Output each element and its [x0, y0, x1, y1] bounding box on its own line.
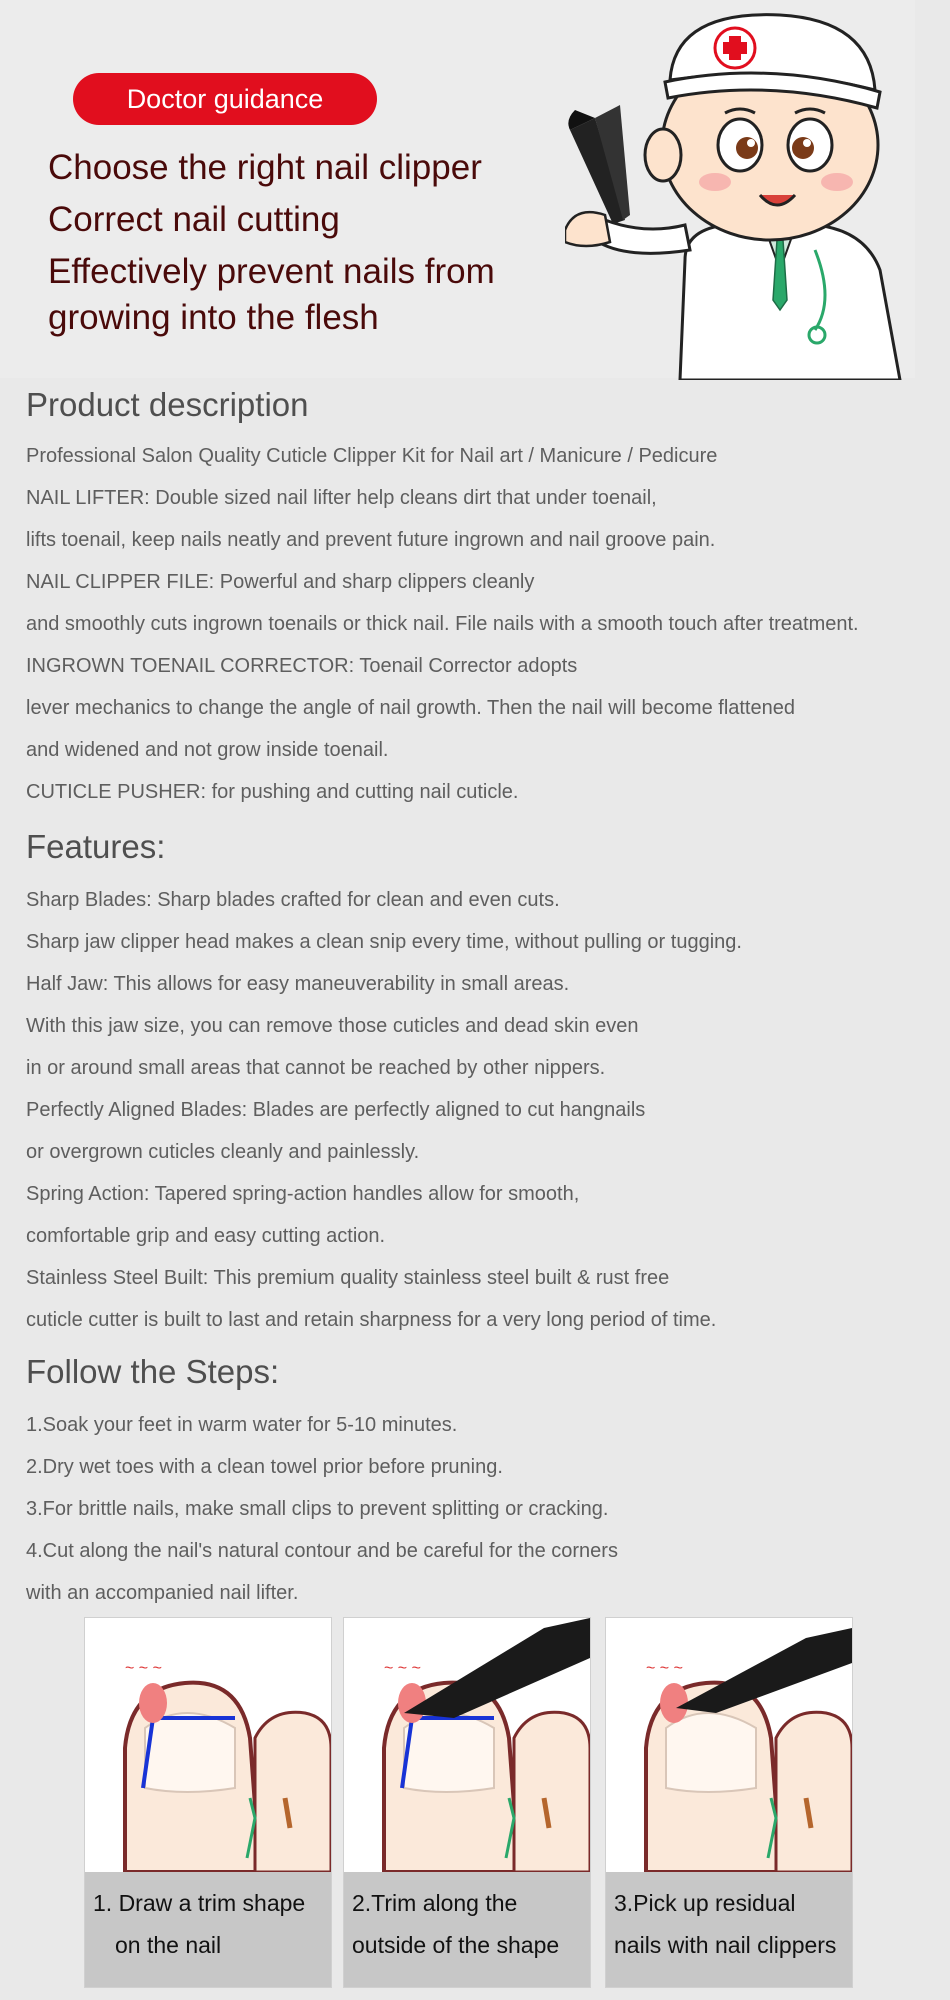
- hero-line-4: growing into the flesh: [48, 298, 379, 337]
- step-card-caption-line1: 2.Trim along the: [352, 1890, 518, 1916]
- step-card-caption-line2: nails with nail clippers: [614, 1932, 837, 1958]
- step-line: 3.For brittle nails, make small clips to prevent splitting or cracking.: [26, 1498, 609, 1520]
- description-line: NAIL CLIPPER FILE: Powerful and sharp clippers cleanly: [26, 571, 535, 593]
- feature-line: Sharp Blades: Sharp blades crafted for clean and even cuts.: [26, 889, 560, 911]
- step-line: 4.Cut along the nail's natural contour and be careful for the corners: [26, 1540, 618, 1562]
- doctor-guidance-badge: Doctor guidance: [73, 73, 377, 125]
- feature-line: or overgrown cuticles cleanly and painlessly.: [26, 1141, 420, 1163]
- hero-line-1: Choose the right nail clipper: [48, 148, 482, 187]
- feature-line: in or around small areas that cannot be reached by other nippers.: [26, 1057, 606, 1079]
- feature-line: comfortable grip and easy cutting action.: [26, 1225, 386, 1247]
- step-card-caption-line2: on the nail: [115, 1932, 222, 1958]
- steps-heading: Follow the Steps:: [26, 1353, 280, 1390]
- step-card-caption-line1: 3.Pick up residual: [614, 1890, 796, 1916]
- description-line: lever mechanics to change the angle of nail growth. Then the nail will become flattened: [26, 697, 795, 719]
- step-card-caption-line2: outside of the shape: [352, 1932, 560, 1958]
- step-line: with an accompanied nail lifter.: [26, 1582, 299, 1604]
- description-line: CUTICLE PUSHER: for pushing and cutting nail cuticle.: [26, 781, 519, 803]
- toe-trim-illustration-3: [606, 1618, 852, 1872]
- svg-text:~ ~ ~: ~ ~ ~: [125, 1660, 162, 1677]
- features-heading: Features:: [26, 828, 166, 865]
- hero-line-2: Correct nail cutting: [48, 200, 340, 239]
- step-card-2: [343, 1617, 591, 1988]
- toe-trim-illustration-1: [85, 1618, 331, 1872]
- feature-line: Half Jaw: This allows for easy maneuverability in small areas.: [26, 973, 570, 995]
- svg-text:~ ~ ~: ~ ~ ~: [384, 1660, 421, 1677]
- step-card-caption: [344, 1872, 590, 1987]
- description-line: and widened and not grow inside toenail.: [26, 739, 389, 761]
- feature-line: With this jaw size, you can remove those cuticles and dead skin even: [26, 1015, 639, 1037]
- step-card-caption: [606, 1872, 852, 1987]
- product-description-heading: Product description: [26, 386, 309, 423]
- feature-line: cuticle cutter is built to last and retain sharpness for a very long period of time.: [26, 1309, 717, 1331]
- description-line: Professional Salon Quality Cuticle Clipper Kit for Nail art / Manicure / Pedicure: [26, 445, 718, 467]
- description-line: NAIL LIFTER: Double sized nail lifter help cleans dirt that under toenail,: [26, 487, 657, 509]
- product-description-section: [26, 385, 859, 813]
- doctor-illustration: [565, 10, 915, 380]
- step-card-1: [84, 1617, 332, 1988]
- steps-section: [26, 1352, 618, 1614]
- hero-line-3: Effectively prevent nails from: [48, 252, 495, 291]
- feature-line: Perfectly Aligned Blades: Blades are perfectly aligned to cut hangnails: [26, 1099, 646, 1121]
- step-card-caption-line1: 1. Draw a trim shape: [93, 1890, 306, 1916]
- description-line: and smoothly cuts ingrown toenails or thick nail. File nails with a smooth touch after treatment.: [26, 613, 859, 635]
- features-section: [26, 827, 742, 1341]
- step-card-caption: [85, 1872, 331, 1987]
- doctor-banner: [0, 0, 915, 378]
- svg-text:~ ~ ~: ~ ~ ~: [646, 1660, 683, 1677]
- step-card-3: [605, 1617, 853, 1988]
- description-line: lifts toenail, keep nails neatly and prevent future ingrown and nail groove pain.: [26, 529, 716, 551]
- feature-line: Spring Action: Tapered spring-action handles allow for smooth,: [26, 1183, 580, 1205]
- feature-line: Stainless Steel Built: This premium quality stainless steel built & rust free: [26, 1267, 670, 1289]
- feature-line: Sharp jaw clipper head makes a clean snip every time, without pulling or tugging.: [26, 931, 742, 953]
- description-line: INGROWN TOENAIL CORRECTOR: Toenail Corrector adopts: [26, 655, 578, 677]
- toe-trim-illustration-2: [344, 1618, 590, 1872]
- step-line: 1.Soak your feet in warm water for 5-10 minutes.: [26, 1414, 458, 1436]
- step-line: 2.Dry wet toes with a clean towel prior before pruning.: [26, 1456, 503, 1478]
